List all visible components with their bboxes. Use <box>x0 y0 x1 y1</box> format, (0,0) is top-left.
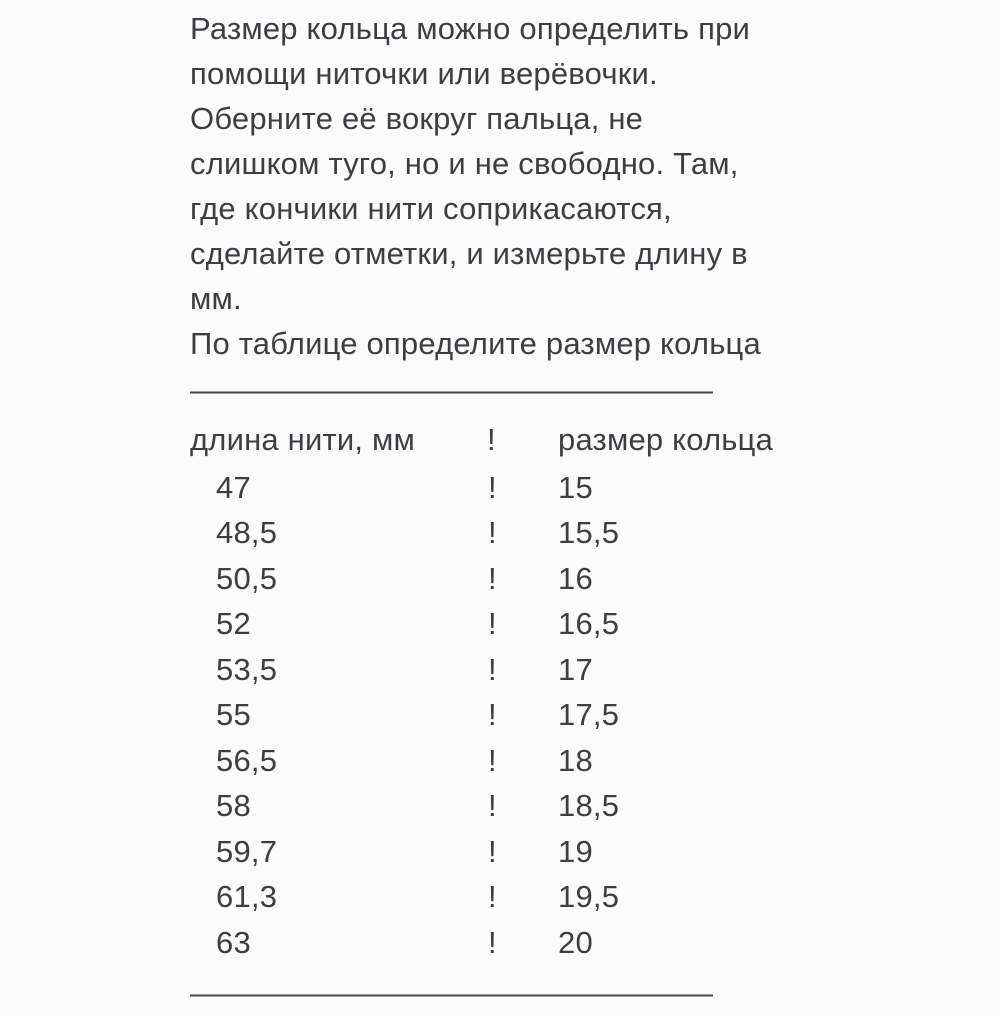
intro-line: где кончики нити соприкасаются, <box>190 191 672 226</box>
intro-line: помощи ниточки или верёвочки. <box>190 56 658 91</box>
table-header-row <box>190 417 850 463</box>
table-row <box>190 738 850 784</box>
cell-thread-length: 56,5 <box>216 742 278 778</box>
table-row <box>190 601 850 647</box>
cell-separator: ! <box>488 606 497 641</box>
header-separator: ! <box>487 422 496 457</box>
cell-thread-length: 47 <box>216 469 251 505</box>
intro-line: слишком туго, но и не свободно. Там, <box>190 146 739 181</box>
table-row <box>190 783 850 829</box>
cell-thread-length: 55 <box>216 697 251 732</box>
cell-ring-size: 16,5 <box>558 606 620 641</box>
intro-line: сделайте отметки, и измерьте длину в <box>190 236 748 271</box>
cell-ring-size: 16 <box>558 560 593 596</box>
cell-separator: ! <box>488 833 497 869</box>
cell-ring-size: 19,5 <box>558 879 620 914</box>
cell-thread-length: 52 <box>216 606 251 641</box>
table-row <box>190 920 850 966</box>
cell-thread-length: 50,5 <box>216 560 278 596</box>
cell-thread-length: 48,5 <box>216 515 278 550</box>
table-row <box>190 465 850 511</box>
intro-line: мм. <box>190 281 242 316</box>
cell-separator: ! <box>488 651 497 687</box>
intro-line: По таблице определите размер кольца <box>190 326 761 361</box>
cell-ring-size: 20 <box>558 924 593 960</box>
cell-separator: ! <box>488 469 497 505</box>
cell-thread-length: 53,5 <box>216 651 278 687</box>
table-row <box>190 874 850 920</box>
cell-ring-size: 18 <box>558 742 593 778</box>
document-content <box>190 6 850 1016</box>
cell-ring-size: 19 <box>558 833 593 869</box>
cell-ring-size: 15,5 <box>558 515 620 550</box>
cell-thread-length: 61,3 <box>216 879 278 914</box>
intro-paragraph <box>190 6 850 366</box>
cell-separator: ! <box>488 742 497 778</box>
cell-ring-size: 18,5 <box>558 788 620 823</box>
intro-line: Размер кольца можно определить при <box>190 11 751 46</box>
table-row <box>190 556 850 602</box>
table-row <box>190 647 850 693</box>
cell-thread-length: 58 <box>216 788 251 823</box>
ring-size-table <box>190 417 850 965</box>
cell-separator: ! <box>488 515 497 550</box>
cell-ring-size: 17 <box>558 651 593 687</box>
cell-separator: ! <box>488 788 497 823</box>
cell-separator: ! <box>488 879 497 914</box>
header-size-column: размер кольца <box>558 422 774 457</box>
cell-thread-length: 63 <box>216 924 251 960</box>
cell-ring-size: 17,5 <box>558 697 620 732</box>
divider-line-bottom: —————————————————— <box>190 977 712 1010</box>
intro-line: Оберните её вокруг пальца, не <box>190 101 644 136</box>
cell-separator: ! <box>488 560 497 596</box>
cell-separator: ! <box>488 697 497 732</box>
header-length-column: длина нити, мм <box>190 422 416 457</box>
table-row <box>190 692 850 738</box>
cell-separator: ! <box>488 924 497 960</box>
table-row <box>190 510 850 556</box>
table-row <box>190 829 850 875</box>
cell-ring-size: 15 <box>558 469 593 505</box>
cell-thread-length: 59,7 <box>216 833 278 869</box>
divider-line-top: —————————————————— <box>190 374 712 407</box>
